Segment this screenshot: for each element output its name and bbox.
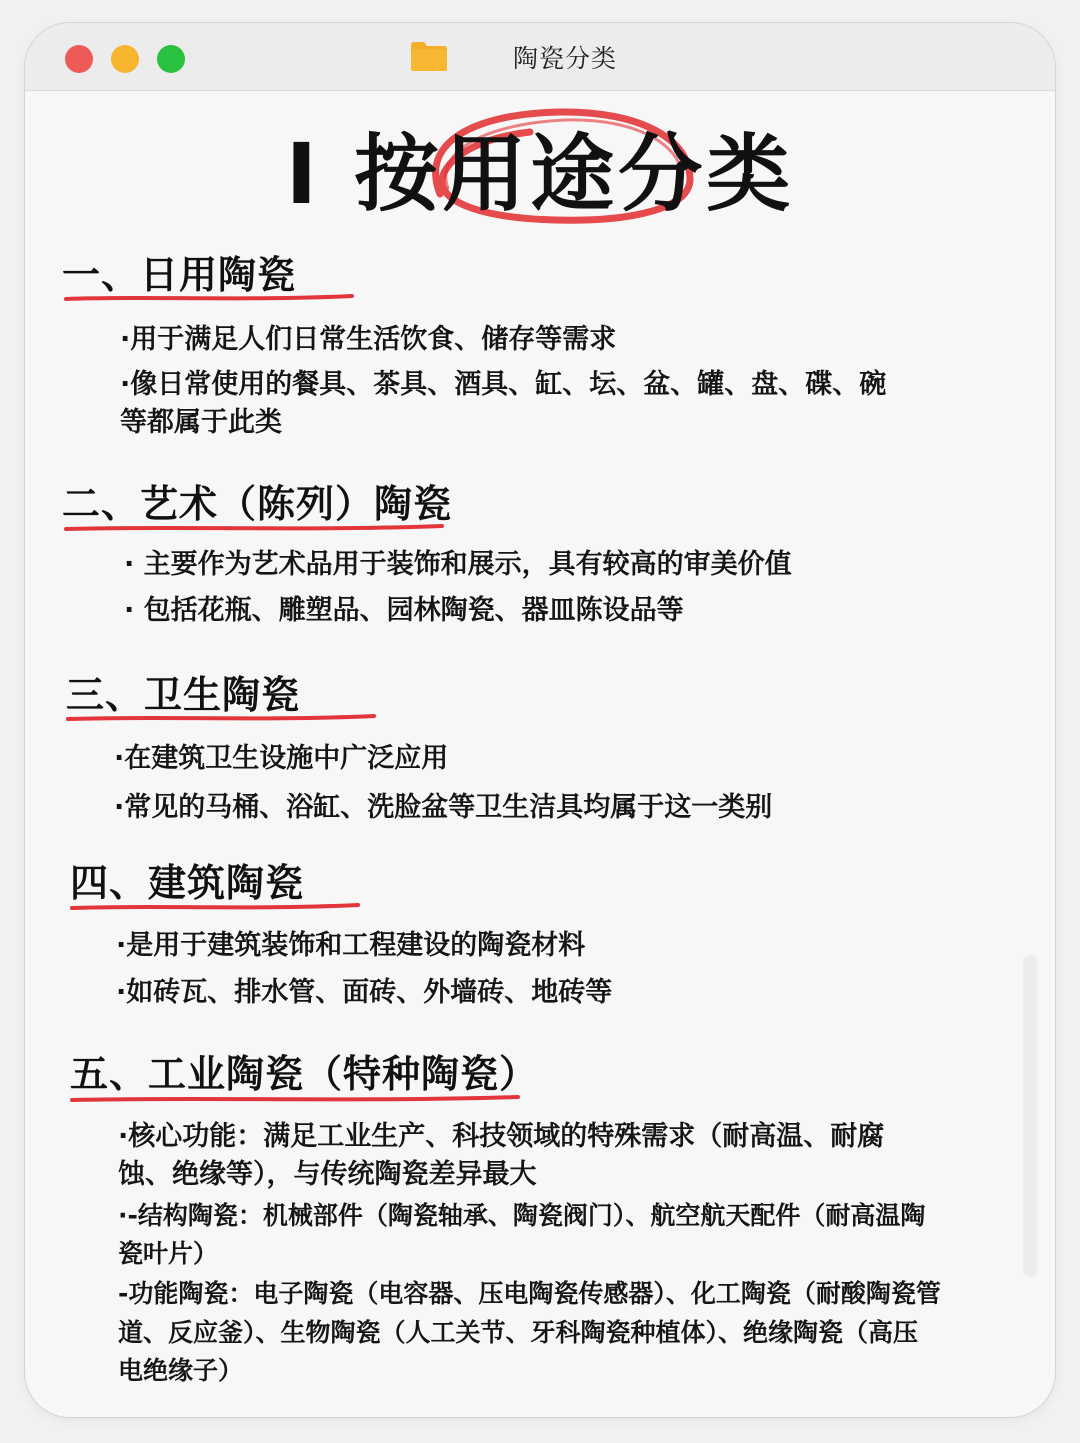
heading-underline (70, 1094, 520, 1104)
bullet-line: ·如砖瓦、排水管、面砖、外墙砖、地砖等 (116, 977, 613, 1008)
section-heading-industrial: 五、工业陶瓷（特种陶瓷） (70, 1052, 539, 1096)
bullet-line: ·核心功能：满足工业生产、科技领域的特殊需求（耐高温、耐腐 (118, 1121, 885, 1152)
section-heading-sanitary: 三、卫生陶瓷 (66, 673, 301, 717)
section-heading-art: 二、艺术（陈列）陶瓷 (62, 482, 453, 526)
bullet-line: ·像日常使用的餐具、茶具、酒具、缸、坛、盆、罐、盘、碟、碗 (120, 369, 887, 400)
minimize-button[interactable] (111, 45, 139, 73)
folder-icon (410, 40, 448, 72)
bullet-line: · 主要作为艺术品用于装饰和展示，具有较高的审美价值 (124, 549, 792, 580)
bullet-line: 蚀、绝缘等），与传统陶瓷差异最大 (118, 1159, 537, 1190)
bullet-line: 道、反应釜）、生物陶瓷（人工关节、牙科陶瓷种植体）、绝缘陶瓷（高压 (118, 1318, 919, 1347)
heading-underline (64, 523, 444, 533)
bullet-line: · 包括花瓶、雕塑品、园林陶瓷、器皿陈设品等 (124, 595, 684, 626)
close-button[interactable] (65, 45, 93, 73)
bullet-line: ·用于满足人们日常生活饮食、储存等需求 (120, 324, 617, 355)
heading-underline (70, 902, 360, 912)
bullet-line: 瓷叶片） (118, 1239, 219, 1268)
heading-underline (64, 293, 354, 303)
bullet-line: ·是用于建筑装饰和工程建设的陶瓷材料 (116, 930, 586, 961)
bullet-line: ·常见的马桶、浴缸、洗脸盆等卫生洁具均属于这一类别 (114, 792, 773, 823)
page-title: I 按用途分类 (285, 125, 795, 223)
section-heading-building: 四、建筑陶瓷 (70, 861, 305, 905)
title-bar (25, 23, 1055, 91)
bullet-line: -功能陶瓷：电子陶瓷（电容器、压电陶瓷传感器）、化工陶瓷（耐酸陶瓷管 (118, 1279, 941, 1308)
scrollbar[interactable] (1023, 955, 1037, 1277)
window-title: 陶瓷分类 (512, 44, 617, 73)
bullet-line: 等都属于此类 (120, 407, 282, 438)
page-title-area (0, 84, 1080, 234)
maximize-button[interactable] (157, 45, 185, 73)
bullet-line: ·-结构陶瓷：机械部件（陶瓷轴承、陶瓷阀门）、航空航天配件（耐高温陶 (118, 1201, 926, 1230)
section-heading-daily: 一、日用陶瓷 (62, 253, 297, 297)
heading-underline (66, 713, 376, 723)
bullet-line: 电绝缘子） (118, 1356, 244, 1385)
bullet-line: ·在建筑卫生设施中广泛应用 (114, 743, 449, 774)
